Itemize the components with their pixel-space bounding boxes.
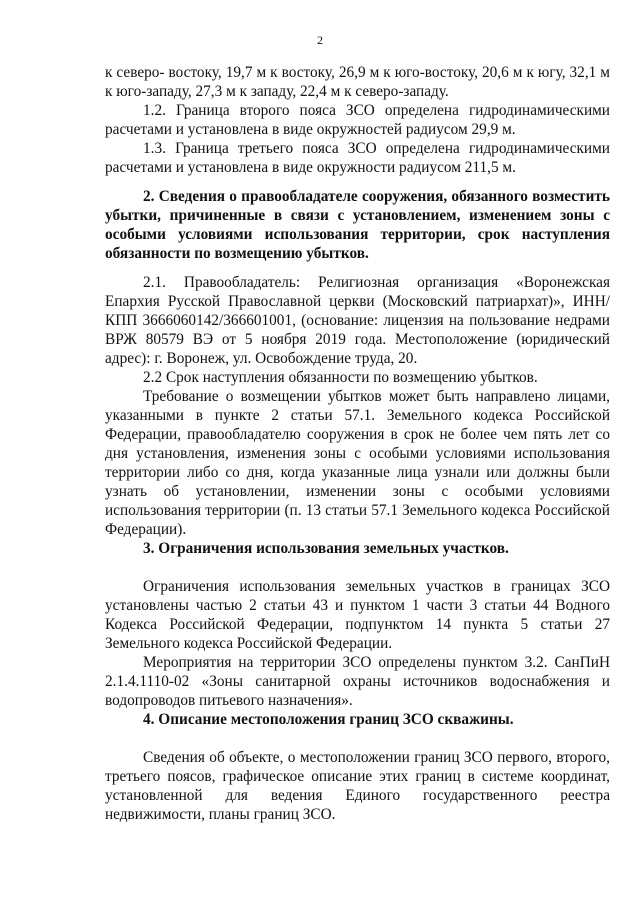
- paragraph-4-1: Сведения об объекте, о местоположении границ ЗСО первого, второго, третьего поясов, графическое описание этих границ в системе координат, установленной для ведения Единого государственного реестра недвижимости, планы границ ЗСО.: [105, 749, 610, 823]
- section-4-heading: 4. Описание местоположения границ ЗСО скважины.: [143, 711, 514, 728]
- paragraph-2-1: 2.1. Правообладатель: Религиозная организация «Воронежская Епархия Русской Православной церкви (Московский патриархат)», ИНН/КПП 3666060142/366601001, (основание: лицензия на пользование недрами ВРЖ 80579 ВЭ от 5 ноября 2019 года. Местоположение (юридический адрес): г. Воронеж, ул. Освобождение труда, 20.: [105, 274, 610, 367]
- paragraph-3-2: Мероприятия на территории ЗСО определены пунктом 3.2. СанПиН 2.1.4.1110-02 «Зоны санитарной охраны источников водоснабжения и водопроводов питьевого назначения».: [105, 654, 610, 709]
- paragraph-2-2-text: Требование о возмещении убытков может быть направлено лицами, указанными в пункте 2 статьи 57.1. Земельного кодекса Российской Федерации, правообладателю сооружения в срок не более чем пять лет со дня установления, изменения зоны с особыми условиями использования территории либо со дня, когда указанные лица узнали или должны были узнать об установлении, изменении зоны с особыми условиями использования территории (п. 13 статьи 57.1 Земельного кодекса Российской Федерации).: [105, 388, 610, 538]
- paragraph-1-2: 1.2. Граница второго пояса ЗСО определена гидродинамическими расчетами и установлена в виде окружностей радиусом 29,9 м.: [105, 102, 610, 138]
- paragraph-1-1-continuation: к северо- востоку, 19,7 м к востоку, 26,9 м к юго-востоку, 20,6 м к югу, 32,1 м к юго-западу, 27,3 м к западу, 22,4 м к северо-западу.: [105, 64, 610, 100]
- section-3-heading: 3. Ограничения использования земельных участков.: [143, 540, 509, 557]
- paragraph-3-1: Ограничения использования земельных участков в границах ЗСО установлены частью 2 статьи 43 и пунктом 1 части 3 статьи 44 Водного Кодекса Российской Федерации, подпунктом 14 пункта 5 статьи 27 Земельного кодекса Российской Федерации.: [105, 578, 610, 652]
- section-2-heading: 2. Сведения о правообладателе сооружения, обязанного возместить убытки, причиненные в связи с установлением, изменением зоны с особыми условиями использования территории, срок наступления обязанности по возмещению убытков.: [105, 188, 610, 262]
- paragraph-2-2: 2.2 Срок наступления обязанности по возмещению убытков.: [143, 369, 538, 386]
- paragraph-1-3: 1.3. Граница третьего пояса ЗСО определена гидродинамическими расчетами и установлена в виде окружности радиусом 211,5 м.: [105, 140, 610, 176]
- page-number: 2: [317, 33, 323, 47]
